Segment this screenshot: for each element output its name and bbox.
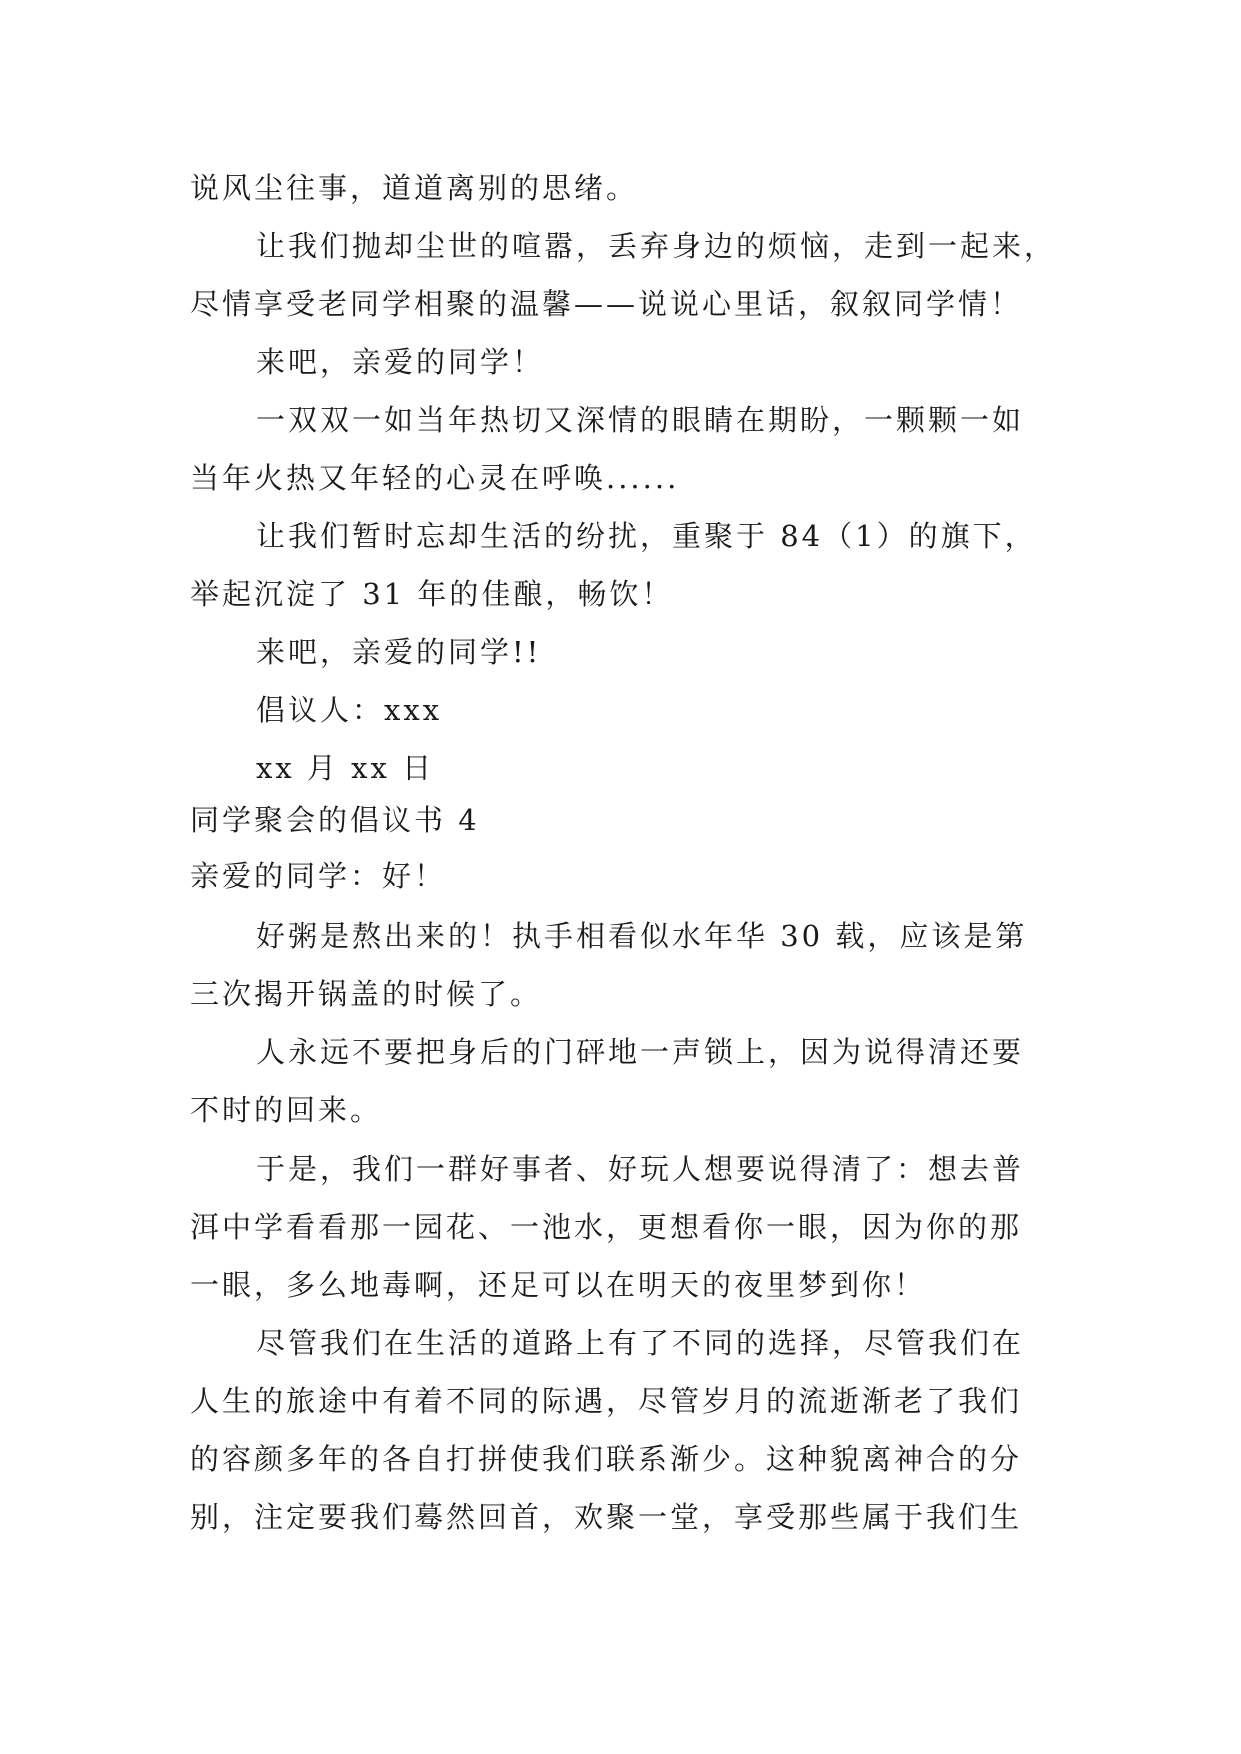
- text-line: 三次揭开锅盖的时候了。: [190, 977, 543, 1011]
- text-line: 来吧，亲爱的同学!!: [256, 635, 542, 669]
- date-line: xx 月 xx 日: [256, 751, 435, 785]
- text-line: 的容颜多年的各自打拼使我们联系渐少。这种貌离神合的分: [190, 1442, 1023, 1476]
- salutation: 亲爱的同学：好！: [190, 859, 447, 893]
- text-line: 人生的旅途中有着不同的际遇，尽管岁月的流逝渐老了我们: [190, 1384, 1023, 1418]
- text-line: 洱中学看看那一园花、一池水，更想看你一眼，因为你的那: [190, 1210, 1023, 1244]
- text-line: 来吧，亲爱的同学！: [256, 345, 545, 379]
- text-line: 尽情享受老同学相聚的温馨——说说心里话，叙叙同学情！: [190, 287, 1023, 321]
- text-line: 好粥是熬出来的！执手相看似水年华 30 载，应该是第: [256, 919, 1028, 953]
- text-line: 说风尘往事，道道离别的思绪。: [190, 171, 639, 205]
- text-line: 不时的回来。: [190, 1093, 383, 1127]
- section-heading: 同学聚会的倡议书 4: [190, 803, 480, 837]
- text-line: 让我们抛却尘世的喧嚣，丢弃身边的烦恼，走到一起来，: [256, 229, 1057, 263]
- text-line: 举起沉淀了 31 年的佳酿，畅饮！: [190, 577, 674, 611]
- text-line: 人永远不要把身后的门砰地一声锁上，因为说得清还要: [256, 1035, 1025, 1069]
- text-line: 一眼，多么地毒啊，还足可以在明天的夜里梦到你！: [190, 1268, 927, 1302]
- text-line: 当年火热又年轻的心灵在呼唤......: [190, 461, 680, 495]
- signatory-line: 倡议人：xxx: [256, 693, 443, 727]
- text-line: 别，注定要我们蓦然回首，欢聚一堂，享受那些属于我们生: [190, 1500, 1023, 1534]
- text-line: 尽管我们在生活的道路上有了不同的选择，尽管我们在: [256, 1326, 1025, 1360]
- text-line: 让我们暂时忘却生活的纷扰，重聚于 84（1）的旗下，: [256, 519, 1037, 553]
- text-line: 一双双一如当年热切又深情的眼睛在期盼，一颗颗一如: [256, 403, 1025, 437]
- text-line: 于是，我们一群好事者、好玩人想要说得清了：想去普: [256, 1152, 1025, 1186]
